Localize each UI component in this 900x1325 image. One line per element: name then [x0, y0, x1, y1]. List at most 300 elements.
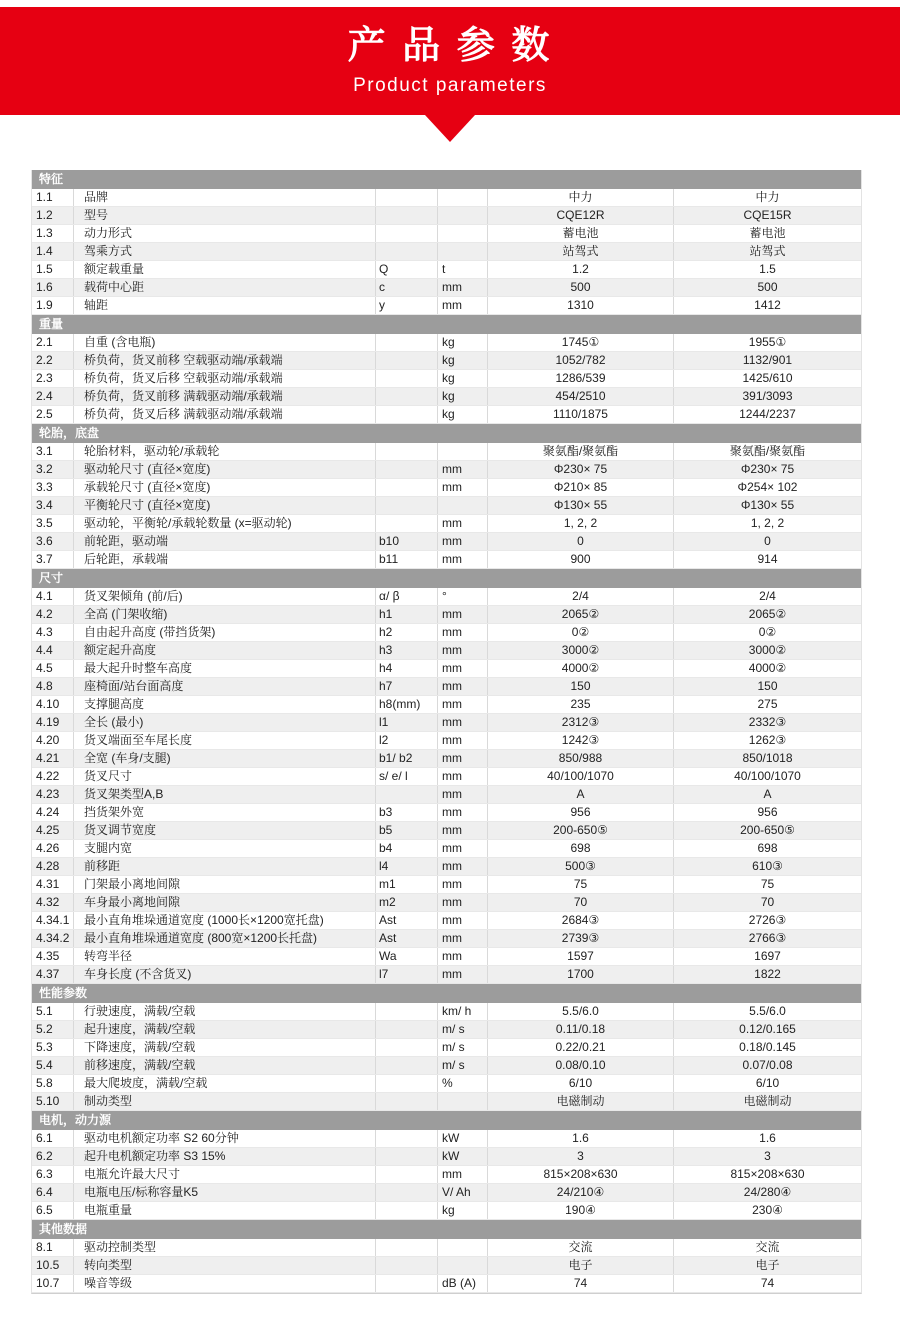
- spec-row: [32, 1202, 861, 1220]
- row-unit: kg: [438, 334, 488, 351]
- section-header: 性能参数: [32, 984, 861, 1003]
- value-model2: 5.5/6.0: [749, 1004, 786, 1018]
- row-symbol: b3: [376, 804, 438, 821]
- row-unit: mm: [438, 279, 488, 296]
- value-model2: 75: [760, 877, 775, 891]
- row-unit: mm: [438, 696, 488, 713]
- spec-row: [32, 768, 861, 786]
- row-number: 5.2: [32, 1021, 74, 1038]
- row-unit: mm: [438, 930, 488, 947]
- value-model2: A: [763, 787, 772, 801]
- value-model1: 698: [488, 840, 674, 857]
- row-symbol: [376, 388, 438, 405]
- row-symbol: s/ e/ l: [376, 768, 438, 785]
- row-symbol: [376, 1075, 438, 1092]
- row-number: 4.19: [32, 714, 74, 731]
- row-number: 6.4: [32, 1184, 74, 1201]
- row-name: 最小直角堆垛通道宽度 (800宽×1200长托盘): [74, 930, 376, 947]
- value-model2: 698: [757, 841, 778, 855]
- row-unit: km/ h: [438, 1003, 488, 1020]
- value-model2: 1132/901: [742, 353, 793, 367]
- row-symbol: [376, 189, 438, 206]
- value-model1: 0.22/0.21: [488, 1039, 674, 1056]
- row-name: 桥负荷，货叉前移 满载驱动端/承载端: [74, 388, 376, 405]
- row-symbol: b1/ b2: [376, 750, 438, 767]
- row-symbol: h1: [376, 606, 438, 623]
- row-number: 4.10: [32, 696, 74, 713]
- row-symbol: Q: [376, 261, 438, 278]
- row-number: 4.24: [32, 804, 74, 821]
- value-model2: 500: [757, 280, 778, 294]
- section-header: 其他数据: [32, 1220, 861, 1239]
- row-unit: mm: [438, 804, 488, 821]
- row-symbol: b11: [376, 551, 438, 568]
- value-model2: Φ130× 55: [740, 498, 795, 512]
- value-model1: A: [488, 786, 674, 803]
- value-model1: 3000②: [488, 642, 674, 659]
- row-number: 10.5: [32, 1257, 74, 1274]
- value-model2: 815×208×630: [730, 1167, 805, 1181]
- value-model1: 74: [488, 1275, 674, 1292]
- spec-row: [32, 1275, 861, 1293]
- value-model2: Φ230× 75: [740, 462, 795, 476]
- value-model2: 275: [757, 697, 778, 711]
- value-model1: 聚氨酯/聚氨酯: [488, 443, 674, 460]
- spec-row: [32, 1021, 861, 1039]
- row-name: 自由起升高度 (带挡货架): [74, 624, 376, 641]
- row-name: 货叉架倾角 (前/后): [74, 588, 376, 605]
- row-name: 前移速度，满载/空载: [74, 1057, 376, 1074]
- section-header: 特征: [32, 170, 861, 189]
- row-name: 行驶速度，满载/空载: [74, 1003, 376, 1020]
- value-model2: 电子: [755, 1258, 780, 1272]
- row-name: 转弯半径: [74, 948, 376, 965]
- row-number: 3.5: [32, 515, 74, 532]
- row-number: 4.26: [32, 840, 74, 857]
- row-symbol: [376, 497, 438, 514]
- row-symbol: [376, 1275, 438, 1292]
- spec-row: [32, 1257, 861, 1275]
- spec-row: [32, 714, 861, 732]
- row-name: 起升电机额定功率 S3 15%: [74, 1148, 376, 1165]
- row-number: 1.4: [32, 243, 74, 260]
- row-name: 支撑腿高度: [74, 696, 376, 713]
- row-symbol: [376, 515, 438, 532]
- value-model1: 70: [488, 894, 674, 911]
- value-model2: 2332③: [748, 715, 787, 729]
- spec-row: [32, 732, 861, 750]
- row-number: 1.9: [32, 297, 74, 314]
- row-number: 8.1: [32, 1239, 74, 1256]
- value-model2: 2766③: [748, 931, 787, 945]
- row-symbol: [376, 1003, 438, 1020]
- row-name: 电瓶允许最大尺寸: [74, 1166, 376, 1183]
- row-name: 动力形式: [74, 225, 376, 242]
- value-model2: 956: [757, 805, 778, 819]
- value-model2: 1822: [754, 967, 781, 981]
- value-model1: 1110/1875: [488, 406, 674, 423]
- spec-row: [32, 840, 861, 858]
- spec-row: [32, 876, 861, 894]
- value-model2: 1425/610: [742, 371, 793, 385]
- row-number: 5.4: [32, 1057, 74, 1074]
- row-symbol: h7: [376, 678, 438, 695]
- value-model1: 2684③: [488, 912, 674, 929]
- row-symbol: [376, 1239, 438, 1256]
- value-model2: 0.07/0.08: [742, 1058, 793, 1072]
- spec-row: [32, 930, 861, 948]
- row-unit: mm: [438, 533, 488, 550]
- value-model2: 0.12/0.165: [739, 1022, 796, 1036]
- value-model2: 0.18/0.145: [739, 1040, 796, 1054]
- spec-row: [32, 678, 861, 696]
- spec-row: [32, 1039, 861, 1057]
- row-unit: mm: [438, 461, 488, 478]
- value-model1: 4000②: [488, 660, 674, 677]
- value-model1: 75: [488, 876, 674, 893]
- row-number: 1.5: [32, 261, 74, 278]
- spec-row: [32, 479, 861, 497]
- row-name: 驱动轮，平衡轮/承载轮数量 (x=驱动轮): [74, 515, 376, 532]
- spec-row: [32, 624, 861, 642]
- row-unit: mm: [438, 894, 488, 911]
- row-name: 起升速度，满载/空载: [74, 1021, 376, 1038]
- row-symbol: l4: [376, 858, 438, 875]
- row-symbol: [376, 443, 438, 460]
- value-model2: 2726③: [748, 913, 787, 927]
- value-model1: 500: [488, 279, 674, 296]
- spec-row: [32, 334, 861, 352]
- row-name: 前移距: [74, 858, 376, 875]
- row-number: 4.37: [32, 966, 74, 983]
- section-header: 电机，动力源: [32, 1111, 861, 1130]
- row-unit: mm: [438, 642, 488, 659]
- row-unit: mm: [438, 606, 488, 623]
- row-name: 驾乘方式: [74, 243, 376, 260]
- spec-row: [32, 912, 861, 930]
- value-model1: Φ210× 85: [488, 479, 674, 496]
- value-model1: 24/210④: [488, 1184, 674, 1201]
- row-name: 轴距: [74, 297, 376, 314]
- value-model2: 6/10: [755, 1076, 780, 1090]
- row-symbol: y: [376, 297, 438, 314]
- row-unit: [438, 207, 488, 224]
- value-model2: CQE15R: [743, 208, 792, 222]
- row-symbol: l1: [376, 714, 438, 731]
- row-unit: [438, 443, 488, 460]
- row-unit: [438, 1239, 488, 1256]
- row-name: 车身长度 (不含货叉): [74, 966, 376, 983]
- row-unit: kW: [438, 1130, 488, 1147]
- value-model2: 1.5: [759, 262, 776, 276]
- row-name: 电瓶重量: [74, 1202, 376, 1219]
- value-model1: 3: [488, 1148, 674, 1165]
- row-symbol: [376, 786, 438, 803]
- row-unit: mm: [438, 479, 488, 496]
- row-symbol: [376, 243, 438, 260]
- row-symbol: Wa: [376, 948, 438, 965]
- value-model1: 40/100/1070: [488, 768, 674, 785]
- row-name: 前轮距，驱动端: [74, 533, 376, 550]
- spec-row: [32, 1148, 861, 1166]
- value-model1: 1745①: [488, 334, 674, 351]
- spec-row: [32, 894, 861, 912]
- row-unit: dB (A): [438, 1275, 488, 1292]
- row-number: 6.1: [32, 1130, 74, 1147]
- row-name: 型号: [74, 207, 376, 224]
- value-model2: 914: [757, 552, 778, 566]
- row-unit: °: [438, 588, 488, 605]
- spec-row: [32, 461, 861, 479]
- row-unit: kg: [438, 388, 488, 405]
- row-number: 3.6: [32, 533, 74, 550]
- row-unit: mm: [438, 750, 488, 767]
- row-unit: mm: [438, 786, 488, 803]
- row-name: 全高 (门架收缩): [74, 606, 376, 623]
- row-name: 转向类型: [74, 1257, 376, 1274]
- value-model2: 3000②: [748, 643, 787, 657]
- row-number: 4.32: [32, 894, 74, 911]
- row-symbol: [376, 1130, 438, 1147]
- row-symbol: b4: [376, 840, 438, 857]
- section-header: 尺寸: [32, 569, 861, 588]
- row-name: 最大起升时整车高度: [74, 660, 376, 677]
- spec-row: [32, 1003, 861, 1021]
- row-number: 1.1: [32, 189, 74, 206]
- row-number: 3.1: [32, 443, 74, 460]
- row-symbol: [376, 1148, 438, 1165]
- row-symbol: [376, 352, 438, 369]
- row-unit: [438, 243, 488, 260]
- spec-row: [32, 966, 861, 984]
- row-symbol: l7: [376, 966, 438, 983]
- row-unit: mm: [438, 966, 488, 983]
- row-name: 车身最小离地间隙: [74, 894, 376, 911]
- row-name: 全长 (最小): [74, 714, 376, 731]
- row-symbol: [376, 1039, 438, 1056]
- value-model2: 1, 2, 2: [750, 516, 785, 530]
- value-model1: 0②: [488, 624, 674, 641]
- row-number: 3.2: [32, 461, 74, 478]
- row-unit: mm: [438, 840, 488, 857]
- value-model2: 24/280④: [743, 1185, 792, 1199]
- value-model1: 2065②: [488, 606, 674, 623]
- spec-row: [32, 533, 861, 551]
- row-number: 1.2: [32, 207, 74, 224]
- value-model1: Φ130× 55: [488, 497, 674, 514]
- value-model2: 74: [760, 1276, 775, 1290]
- row-symbol: [376, 461, 438, 478]
- row-number: 2.5: [32, 406, 74, 423]
- value-model2: 中力: [755, 190, 780, 204]
- value-model1: 235: [488, 696, 674, 713]
- row-unit: mm: [438, 515, 488, 532]
- row-symbol: m2: [376, 894, 438, 911]
- row-number: 6.3: [32, 1166, 74, 1183]
- row-name: 货叉架类型A,B: [74, 786, 376, 803]
- row-name: 电瓶电压/标称容量K5: [74, 1184, 376, 1201]
- row-symbol: [376, 225, 438, 242]
- row-unit: m/ s: [438, 1039, 488, 1056]
- row-name: 驱动轮尺寸 (直径×宽度): [74, 461, 376, 478]
- row-unit: mm: [438, 876, 488, 893]
- row-unit: kg: [438, 370, 488, 387]
- spec-row: [32, 660, 861, 678]
- value-model1: 1700: [488, 966, 674, 983]
- row-unit: mm: [438, 1166, 488, 1183]
- row-name: 驱动电机额定功率 S2 60分钟: [74, 1130, 376, 1147]
- row-unit: mm: [438, 678, 488, 695]
- row-name: 噪音等级: [74, 1275, 376, 1292]
- spec-row: [32, 1239, 861, 1257]
- value-model2: 391/3093: [742, 389, 793, 403]
- spec-row: [32, 750, 861, 768]
- value-model1: 5.5/6.0: [488, 1003, 674, 1020]
- row-name: 支腿内宽: [74, 840, 376, 857]
- row-number: 4.23: [32, 786, 74, 803]
- page-title: 产 品 参 数: [347, 25, 553, 67]
- spec-row: [32, 1075, 861, 1093]
- row-name: 货叉端面至车尾长度: [74, 732, 376, 749]
- row-unit: mm: [438, 822, 488, 839]
- row-number: 4.35: [32, 948, 74, 965]
- value-model1: 6/10: [488, 1075, 674, 1092]
- value-model2: 40/100/1070: [734, 769, 801, 783]
- row-number: 4.22: [32, 768, 74, 785]
- value-model2: 蓄电池: [749, 226, 786, 240]
- row-unit: m/ s: [438, 1057, 488, 1074]
- row-number: 4.34.2: [32, 930, 74, 947]
- value-model1: 2739③: [488, 930, 674, 947]
- section-header: 轮胎，底盘: [32, 424, 861, 443]
- parameters-table: [31, 170, 862, 1294]
- row-number: 4.3: [32, 624, 74, 641]
- spec-row: [32, 497, 861, 515]
- row-number: 5.10: [32, 1093, 74, 1110]
- row-symbol: h2: [376, 624, 438, 641]
- row-name: 承载轮尺寸 (直径×宽度): [74, 479, 376, 496]
- value-model2: 610③: [752, 859, 783, 873]
- row-number: 6.5: [32, 1202, 74, 1219]
- value-model1: 2312③: [488, 714, 674, 731]
- spec-row: [32, 261, 861, 279]
- value-model1: 0.08/0.10: [488, 1057, 674, 1074]
- row-symbol: [376, 1057, 438, 1074]
- row-number: 4.21: [32, 750, 74, 767]
- value-model2: 1244/2237: [739, 407, 796, 421]
- row-name: 座椅面/站台面高度: [74, 678, 376, 695]
- row-name: 自重 (含电瓶): [74, 334, 376, 351]
- row-name: 挡货架外宽: [74, 804, 376, 821]
- row-symbol: α/ β: [376, 588, 438, 605]
- value-model1: Φ230× 75: [488, 461, 674, 478]
- value-model1: 900: [488, 551, 674, 568]
- row-unit: mm: [438, 660, 488, 677]
- row-unit: mm: [438, 297, 488, 314]
- spec-row: [32, 352, 861, 370]
- value-model2: 2065②: [748, 607, 787, 621]
- value-model2: 1955①: [748, 335, 787, 349]
- row-symbol: [376, 334, 438, 351]
- row-unit: kg: [438, 406, 488, 423]
- value-model1: 站驾式: [488, 243, 674, 260]
- spec-row: [32, 225, 861, 243]
- spec-row: [32, 822, 861, 840]
- row-name: 驱动控制类型: [74, 1239, 376, 1256]
- value-model1: 500③: [488, 858, 674, 875]
- row-number: 3.7: [32, 551, 74, 568]
- spec-row: [32, 948, 861, 966]
- value-model2: 1262③: [748, 733, 787, 747]
- row-symbol: Ast: [376, 930, 438, 947]
- spec-row: [32, 786, 861, 804]
- row-number: 4.5: [32, 660, 74, 677]
- row-unit: mm: [438, 858, 488, 875]
- value-model2: 4000②: [748, 661, 787, 675]
- row-unit: m/ s: [438, 1021, 488, 1038]
- row-symbol: [376, 207, 438, 224]
- row-symbol: l2: [376, 732, 438, 749]
- spec-row: [32, 1130, 861, 1148]
- value-model1: 中力: [488, 189, 674, 206]
- row-unit: mm: [438, 624, 488, 641]
- spec-row: [32, 606, 861, 624]
- section-header: 重量: [32, 315, 861, 334]
- row-name: 最大爬坡度，满载/空载: [74, 1075, 376, 1092]
- row-name: 轮胎材料，驱动轮/承载轮: [74, 443, 376, 460]
- value-model2: 2/4: [759, 589, 776, 603]
- value-model2: 聚氨酯/聚氨酯: [729, 444, 806, 458]
- value-model2: 150: [757, 679, 778, 693]
- value-model1: 0.11/0.18: [488, 1021, 674, 1038]
- row-number: 4.4: [32, 642, 74, 659]
- value-model2: 1412: [754, 298, 781, 312]
- row-number: 4.28: [32, 858, 74, 875]
- row-name: 额定起升高度: [74, 642, 376, 659]
- value-model1: 850/988: [488, 750, 674, 767]
- value-model1: 蓄电池: [488, 225, 674, 242]
- value-model1: 956: [488, 804, 674, 821]
- row-unit: kg: [438, 1202, 488, 1219]
- value-model1: 200-650⑤: [488, 822, 674, 839]
- row-name: 货叉尺寸: [74, 768, 376, 785]
- value-model2: 3: [764, 1149, 771, 1163]
- row-unit: t: [438, 261, 488, 278]
- row-number: 5.1: [32, 1003, 74, 1020]
- row-unit: [438, 497, 488, 514]
- value-model2: 200-650⑤: [740, 823, 795, 837]
- banner: [0, 7, 900, 115]
- row-symbol: [376, 406, 438, 423]
- spec-row: [32, 804, 861, 822]
- row-symbol: m1: [376, 876, 438, 893]
- spec-row: [32, 588, 861, 606]
- spec-row: [32, 1166, 861, 1184]
- row-symbol: b5: [376, 822, 438, 839]
- page-subtitle: Product parameters: [353, 74, 547, 96]
- spec-row: [32, 279, 861, 297]
- row-unit: kW: [438, 1148, 488, 1165]
- value-model1: 150: [488, 678, 674, 695]
- row-symbol: [376, 479, 438, 496]
- row-symbol: h8(mm): [376, 696, 438, 713]
- row-name: 最小直角堆垛通道宽度 (1000长×1200宽托盘): [74, 912, 376, 929]
- row-unit: V/ Ah: [438, 1184, 488, 1201]
- value-model1: 电子: [488, 1257, 674, 1274]
- spec-row: [32, 1184, 861, 1202]
- value-model1: 454/2510: [488, 388, 674, 405]
- row-number: 5.3: [32, 1039, 74, 1056]
